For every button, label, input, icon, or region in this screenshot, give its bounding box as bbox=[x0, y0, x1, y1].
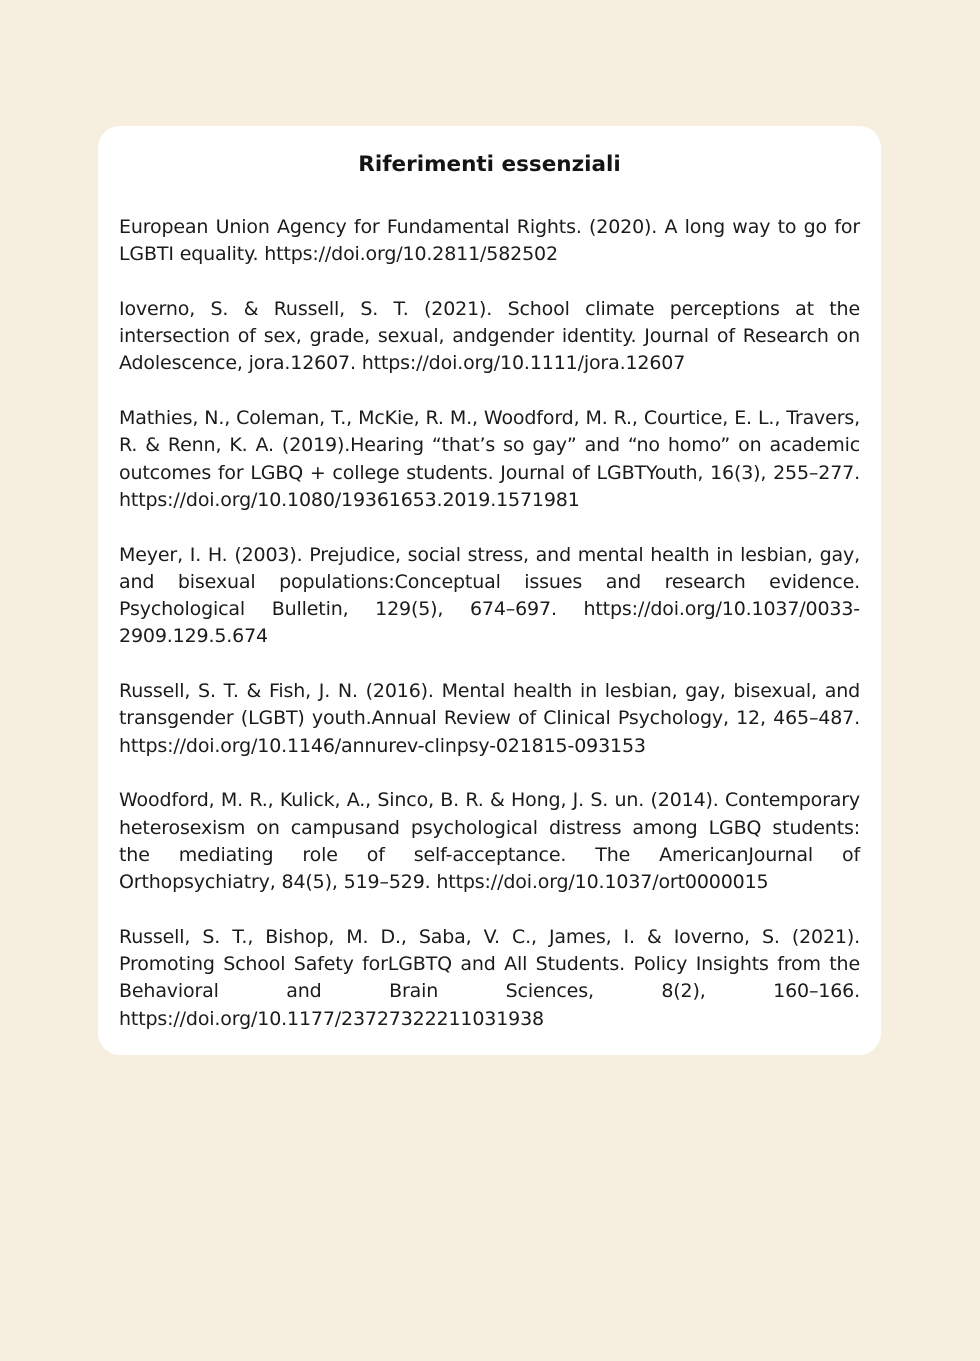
reference-item: Meyer, I. H. (2003). Prejudice, social stress, and mental health in lesbian, gay, and bisexual populations:Conceptual issues and research evidence. Psychological Bulletin, 129(5), 674–697. https://doi.org/10.1037/0033-2909.129.5.674 bbox=[119, 543, 860, 648]
reference-item: European Union Agency for Fundamental Rights. (2020). A long way to go for LGBTI equality. https://doi.org/10.2811/582502 bbox=[119, 216, 860, 266]
reference-item: Russell, S. T., Bishop, M. D., Saba, V. C., James, I. & Ioverno, S. (2021). Promoting School Safety forLGBTQ and All Students. Policy Insights from the Behavioral and Brain Sciences, 8(2), 160–166. https://doi.org/10.1177/23727322211031938 bbox=[119, 925, 860, 1030]
card-title: Riferimenti essenziali bbox=[358, 152, 621, 177]
reference-item: Woodford, M. R., Kulick, A., Sinco, B. R. & Hong, J. S. un. (2014). Contemporary heterosexism on campusand psychological distress among LGBQ students: the mediating role of self-acceptance. The AmericanJournal of Orthopsychiatry, 84(5), 519–529. https://doi.org/10.1037/ort0000015 bbox=[119, 789, 860, 894]
reference-item: Ioverno, S. & Russell, S. T. (2021). School climate perceptions at the intersection of sex, grade, sexual, andgender identity. Journal of Research on Adolescence, jora.12607. https://doi.org/10.1111/jora.12607 bbox=[119, 297, 860, 375]
references-list bbox=[119, 214, 860, 1033]
reference-item: Mathies, N., Coleman, T., McKie, R. M., Woodford, M. R., Courtice, E. L., Travers, R. & Renn, K. A. (2019).Hearing “that’s so gay” and “no homo” on academic outcomes for LGBQ + college students. Journal of LGBTYouth, 16(3), 255–277. https://doi.org/10.1080/19361653.2019.1571981 bbox=[119, 407, 860, 511]
reference-item: Russell, S. T. & Fish, J. N. (2016). Mental health in lesbian, gay, bisexual, and transgender (LGBT) youth.Annual Review of Clinical Psychology, 12, 465–487. https://doi.org/10.1146/annurev-clinpsy-021815-093153 bbox=[119, 680, 860, 757]
references-card bbox=[98, 126, 881, 1055]
